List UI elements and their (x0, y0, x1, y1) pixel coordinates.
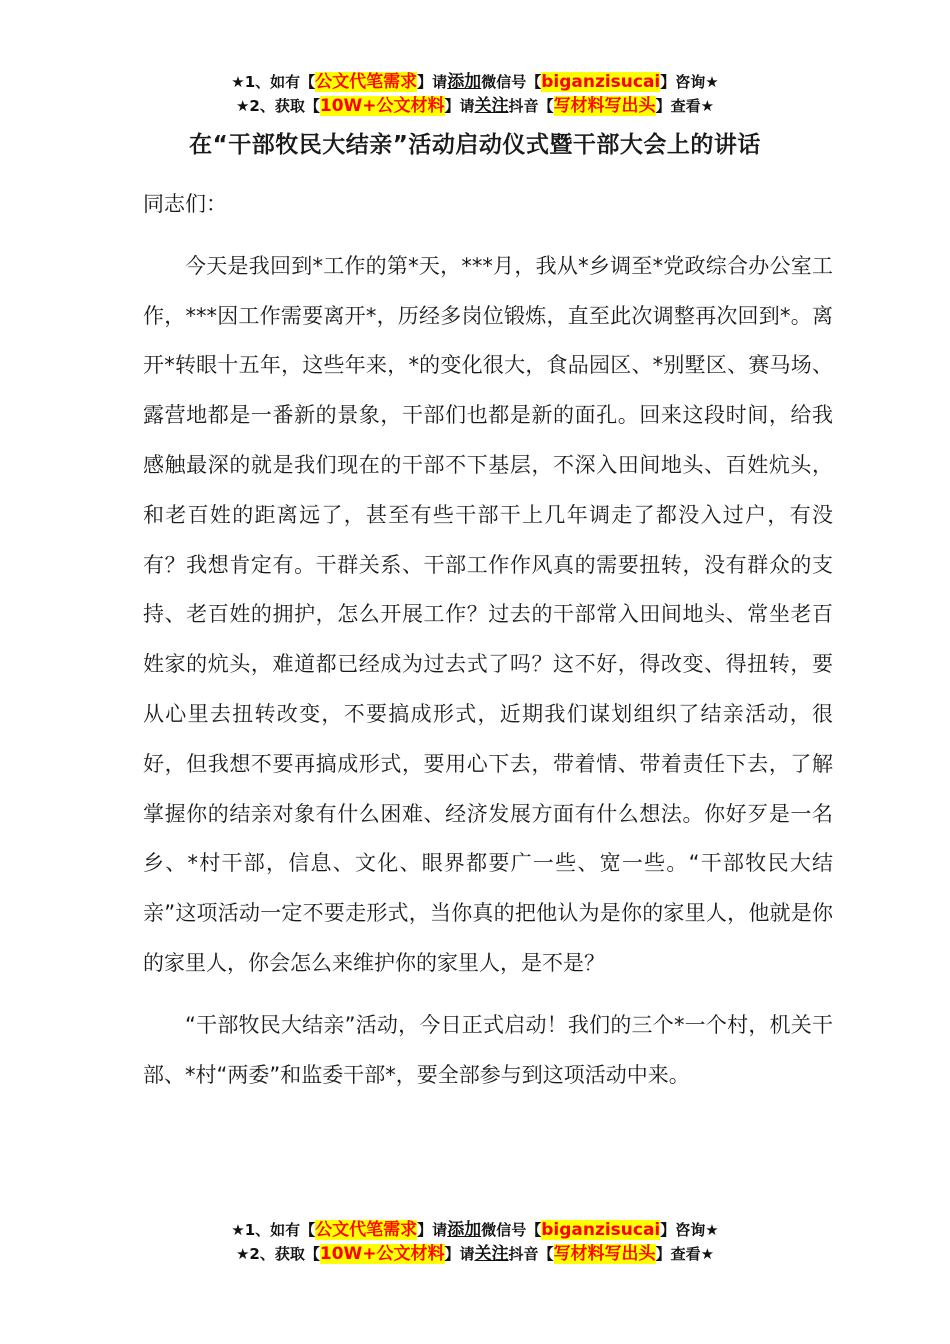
paragraph-2: “干部牧民大结亲”活动，今日正式启动！我们的三个*一个村，机关干部、*村“两委”和监委干部*，要全部参与到这项活动中来。 (143, 1012, 833, 1087)
banner-text: 】查看★ (655, 1245, 715, 1263)
banner-text: 】请 (444, 1245, 475, 1263)
paragraph-1: 今天是我回到*工作的第*天，***月，我从*乡调至*党政综合办公室工作，***因工作需要离开*，历经多岗位锻炼，直至此次调整再次回到*。离开*转眼十五年，这些年来，*的变化很大，食品园区、*别墅区、赛马场、露营地都是一番新的景象，干部们也都是新的面孔。回来这段时间，给我感触最深的就是我们现在的干部不下基层，不深入田间地头、百姓炕头，和老百姓的距离远了，甚至有些干部干上几年调走了都没入过户，有没有？我想肯定有。干群关系、干部工作作风真的需要扭转，没有群众的支持、老百姓的拥护，怎么开展工作？过去的干部常入田间地头、常坐老百姓家的炕头，难道都已经成为过去式了吗？这不好，得改变、得扭转，要从心里去扭转改变，不要搞成形式，近期我们谋划组织了结亲活动，很好，但我想不要再搞成形式，要用心下去，带着情、带着责任下去，了解掌握你的结亲对象有什么困难、经济发展方面有什么想法。你好歹是一名乡、*村干部，信息、文化、眼界都要广一些、宽一些。“干部牧民大结亲”这项活动一定不要走形式，当你真的把他认为是你的家里人，他就是你的家里人，你会怎么来维护你的家里人，是不是？ (143, 253, 833, 975)
banner-text: ★1、如有【 (231, 73, 316, 91)
banner-text: 】请 (444, 97, 475, 115)
banner-underlined: 添加 (447, 1220, 482, 1240)
banner-text: 微信号【 (481, 1221, 542, 1239)
banner-line-1 (0, 70, 950, 94)
banner-text: 抖音【 (508, 97, 554, 115)
document-body (143, 180, 833, 1112)
banner-underlined: 关注 (474, 1244, 509, 1264)
banner-highlight: 公文代笔需求 (315, 72, 418, 92)
banner-text: 抖音【 (508, 1245, 554, 1263)
banner-text: 】咨询★ (660, 1221, 719, 1239)
banner-text: ★1、如有【 (231, 1221, 316, 1239)
banner-underlined: 添加 (447, 72, 482, 92)
banner-text: 微信号【 (481, 73, 542, 91)
banner-highlight: 写材料写出头 (553, 1244, 656, 1264)
header-banner (0, 70, 950, 118)
banner-text: 】咨询★ (660, 73, 719, 91)
document-title: 在“干部牧民大结亲”活动启动仪式暨干部大会上的讲话 (189, 132, 761, 158)
banner-wechat-id: biganzisucai (541, 72, 661, 92)
banner-highlight: 公文代笔需求 (315, 1220, 418, 1240)
banner-text: ★2、获取【 (235, 97, 320, 115)
banner-text: 】请 (417, 1221, 448, 1239)
banner-line-2 (0, 94, 950, 118)
banner-line-1 (0, 1218, 950, 1242)
banner-text: ★2、获取【 (235, 1245, 320, 1263)
banner-highlight: 写材料写出头 (553, 96, 656, 116)
banner-text: 】查看★ (655, 97, 715, 115)
banner-highlight: 10W+公文材料 (319, 1244, 445, 1264)
banner-text: 】请 (417, 73, 448, 91)
banner-wechat-id: biganzisucai (541, 1220, 661, 1240)
banner-highlight: 10W+公文材料 (319, 96, 445, 116)
footer-banner (0, 1218, 950, 1266)
greeting: 同志们： (143, 192, 227, 216)
banner-underlined: 关注 (474, 96, 509, 116)
banner-line-2 (0, 1242, 950, 1266)
